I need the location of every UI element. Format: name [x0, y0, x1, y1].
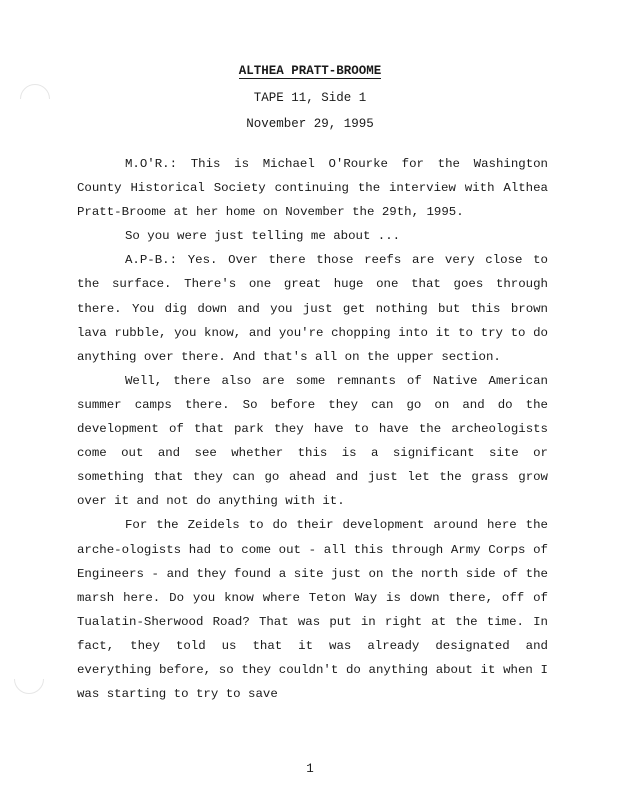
- paragraph: A.P-B.: Yes. Over there those reefs are very close to the surface. There's one great huge one that goes through there. You dig down and you just get nothing but this brown lava rubble, you know, and you're chopping into it to try to do anything over there. And that's all on the upper section.: [77, 253, 548, 364]
- paragraph: So you were just telling me about ...: [125, 229, 401, 244]
- title-text: ALTHEA PRATT-BROOME: [238, 64, 382, 78]
- tape-label: TAPE 11, Side 1: [253, 91, 367, 105]
- punch-hole-mark: [14, 664, 44, 694]
- paragraph: M.O'R.: This is Michael O'Rourke for the Washington County Historical Society continuing the interview with Althea Pratt-Broome at her home on November the 29th, 1995.: [77, 157, 548, 220]
- interview-date: November 29, 1995: [246, 117, 374, 131]
- paragraph: For the Zeidels to do their development around here the arche-ologists had to come out - all this through Army Corps of Engineers - and they found a site just on the north side of the marsh here. Do you know where Teton Way is down there, off of Tualatin-Sherwood Road? That was put in right at the time. In fact, they told us that it was already designated and everything before, so they couldn't do anything about it when I was starting to try to save: [77, 518, 548, 702]
- page-number: 1: [306, 762, 314, 776]
- transcript-body: [77, 152, 548, 706]
- interviewee-name-title: [0, 64, 620, 78]
- paragraph: Well, there also are some remnants of Native American summer camps there. So before they can go on and do the development of that park they have to have the archeologists come out and see whether this is a significant site or something that they can go ahead and just let the grass grow over it and not do anything with it.: [77, 373, 548, 509]
